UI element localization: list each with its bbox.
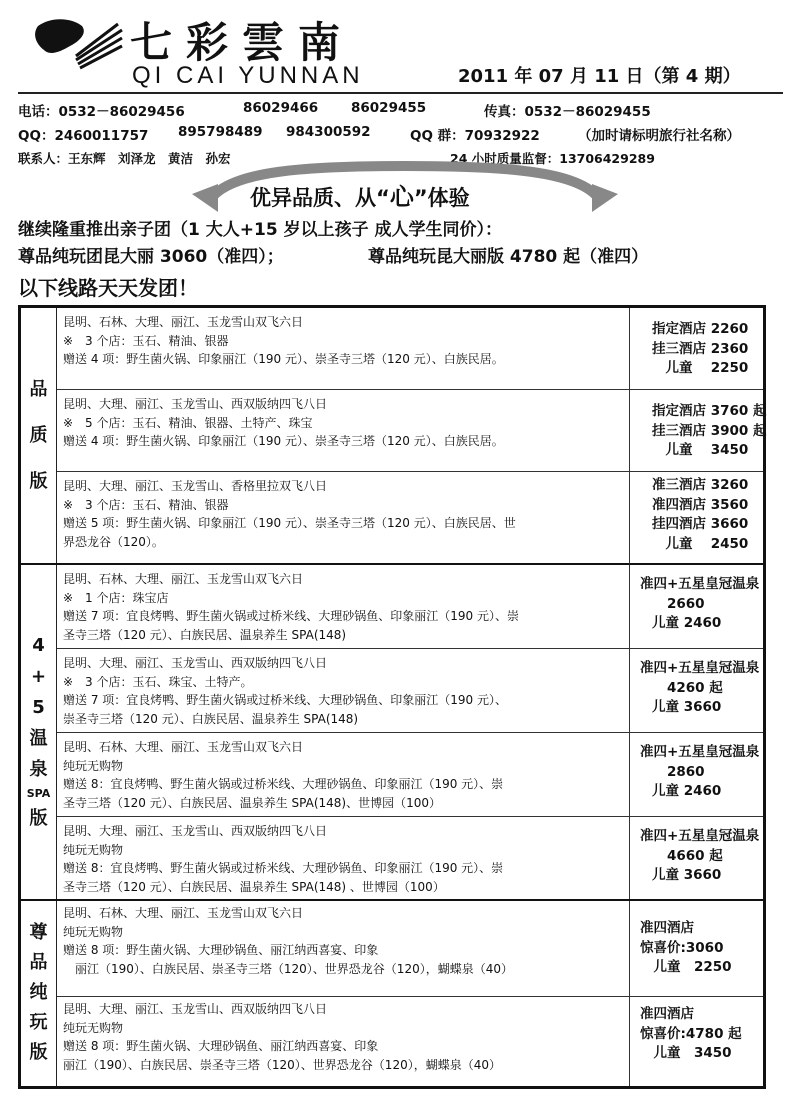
price-cell: 准四+五星皇冠温泉 4660 起 儿童 3660 — [629, 817, 763, 899]
tour-row — [57, 733, 763, 817]
tour-row — [57, 308, 763, 390]
price-cell: 准三酒店 3260 准四酒店 3560 挂四酒店 3660 儿童 2450 — [629, 472, 763, 564]
fax: 传真：0532－86029455 — [484, 104, 651, 120]
yunnan-map-logo-icon — [30, 12, 125, 72]
section-hotspring-label: 4 + 5 温 泉 SPA 版 — [26, 635, 51, 829]
section-quality — [21, 308, 57, 564]
promo-family-tour: 继续隆重推出亲子团（1 大人+15 岁以上孩子 成人学生同价）： — [18, 220, 502, 240]
slogan-heart: 心 — [389, 182, 414, 211]
price-cell: 准四+五星皇冠温泉 2860 儿童 2460 — [629, 733, 763, 816]
tour-price-table — [18, 305, 766, 1089]
issue-date: 2011 年 07 月 11 日（第 4 期） — [458, 66, 741, 87]
route-details: 昆明、大理、丽江、玉龙雪山、西双版纳四飞八日 ※ 5 个店：玉石、精油、银器、土特产、珠宝 赠送 4 项：野生菌火锅、印象丽江（190 元）、崇圣寺三塔（120 元）、白族民居。 — [63, 397, 504, 448]
tour-row — [57, 390, 767, 472]
promo-daily-departure: 以下线路天天发团！ — [18, 276, 198, 300]
header-rule — [18, 92, 783, 94]
tour-row — [57, 565, 763, 649]
route-details: 昆明、石林、大理、丽江、玉龙雪山双飞六日 纯玩无购物 赠送 8 项：野生菌火锅、大理砂锅鱼、丽江纳西喜宴、印象 丽江（190）、白族民居、崇圣寺三塔（120）、世界恐龙谷（120），蝴蝶泉（40） — [63, 906, 513, 976]
route-details: 昆明、大理、丽江、玉龙雪山、西双版纳四飞八日 纯玩无购物 赠送 8 项：野生菌火锅、大理砂锅鱼、丽江纳西喜宴、印象 丽江（190）、白族民居、崇圣寺三塔（120）、世界恐龙谷（120），蝴蝶泉（40） — [63, 1002, 501, 1072]
promo-premium-4780: 尊品纯玩昆大丽版 4780 起（准四） — [368, 247, 649, 267]
phone-3: 86029455 — [351, 100, 427, 116]
tour-row — [57, 901, 763, 997]
tour-row — [57, 997, 763, 1086]
qq-3: 984300592 — [286, 124, 371, 140]
tour-row — [57, 472, 763, 564]
brand-english: QI CAI YUNNAN — [132, 62, 364, 89]
price-cell: 准四+五星皇冠温泉 4260 起 儿童 3660 — [629, 649, 763, 732]
brand-chinese: 七彩雲南 — [130, 18, 355, 67]
price-cell: 准四酒店 惊喜价:4780 起 儿童 3450 — [629, 997, 763, 1086]
section-premium-label: 尊 品 纯 玩 版 — [29, 922, 48, 1063]
section-hotspring — [21, 564, 57, 900]
quality-monitor: 24 小时质量监督：13706429289 — [450, 151, 655, 166]
qq-note: （加时请标明旅行社名称） — [578, 128, 740, 144]
promo-prices-line — [18, 242, 649, 267]
route-details: 昆明、石林、大理、丽江、玉龙雪山双飞六日 纯玩无购物 赠送 8：宜良烤鸭、野生菌火锅或过桥米线、大理砂锅鱼、印象丽江（190 元）、崇 圣寺三塔（120 元）、白族民居、温泉养生 SPA(148)、世博园（100） — [63, 740, 504, 810]
route-details: 昆明、石林、大理、丽江、玉龙雪山双飞六日 ※ 3 个店：玉石、精油、银器 赠送 4 项：野生菌火锅、印象丽江（190 元）、崇圣寺三塔（120 元）、白族民居。 — [63, 315, 504, 366]
price-cell: 准四酒店 惊喜价:3060 儿童 2250 — [629, 901, 763, 996]
contact-people: 联系人：王东辉 刘泽龙 黄洁 孙宏 — [18, 151, 231, 166]
route-details: 昆明、大理、丽江、玉龙雪山、西双版纳四飞八日 纯玩无购物 赠送 8：宜良烤鸭、野生菌火锅或过桥米线、大理砂锅鱼、印象丽江（190 元）、崇 圣寺三塔（120 元）、白族民居、温泉养生 SPA(148) 、世博园（100） — [63, 824, 504, 894]
price-cell: 指定酒店 2260 挂三酒店 2360 儿童 2250 — [629, 308, 763, 389]
section-quality-label: 品 质 版 — [29, 379, 48, 492]
tour-row — [57, 649, 763, 733]
price-cell: 指定酒店 3760 起 挂三酒店 3900 起 儿童 3450 — [629, 390, 763, 471]
route-details: 昆明、大理、丽江、玉龙雪山、西双版纳四飞八日 ※ 3 个店：玉石、珠宝、土特产。 赠送 7 项：宜良烤鸭、野生菌火锅或过桥米线、大理砂锅鱼、印象丽江（190 元）、 崇圣寺三塔（120 元）、白族民居、温泉养生 SPA(148) — [63, 656, 507, 726]
phone-main: 电话：0532－86029456 — [18, 104, 185, 120]
qq-group: QQ 群：70932922 — [410, 128, 540, 144]
route-details: 昆明、大理、丽江、玉龙雪山、香格里拉双飞八日 ※ 3 个店：玉石、精油、银器 赠送 5 项：野生菌火锅、印象丽江（190 元）、崇圣寺三塔（120 元）、白族民居、世 界恐龙谷（120）。 — [63, 479, 516, 549]
slogan: 优异品质、从“心”体验 — [250, 182, 470, 211]
promo-premium-3060: 尊品纯玩团昆大丽 3060（准四）； — [18, 247, 284, 267]
phone-2: 86029466 — [243, 100, 319, 116]
section-premium — [21, 900, 57, 1086]
price-cell: 准四+五星皇冠温泉 2660 儿童 2460 — [629, 565, 763, 648]
route-details: 昆明、石林、大理、丽江、玉龙雪山双飞六日 ※ 1 个店：珠宝店 赠送 7 项：宜良烤鸭、野生菌火锅或过桥米线、大理砂锅鱼、印象丽江（190 元）、崇 圣寺三塔（120 元）、白族民居、温泉养生 SPA(148) — [63, 572, 519, 642]
qq-main: QQ：2460011757 — [18, 128, 149, 144]
qq-2: 895798489 — [178, 124, 263, 140]
masthead — [0, 0, 800, 110]
tour-row — [57, 817, 763, 899]
